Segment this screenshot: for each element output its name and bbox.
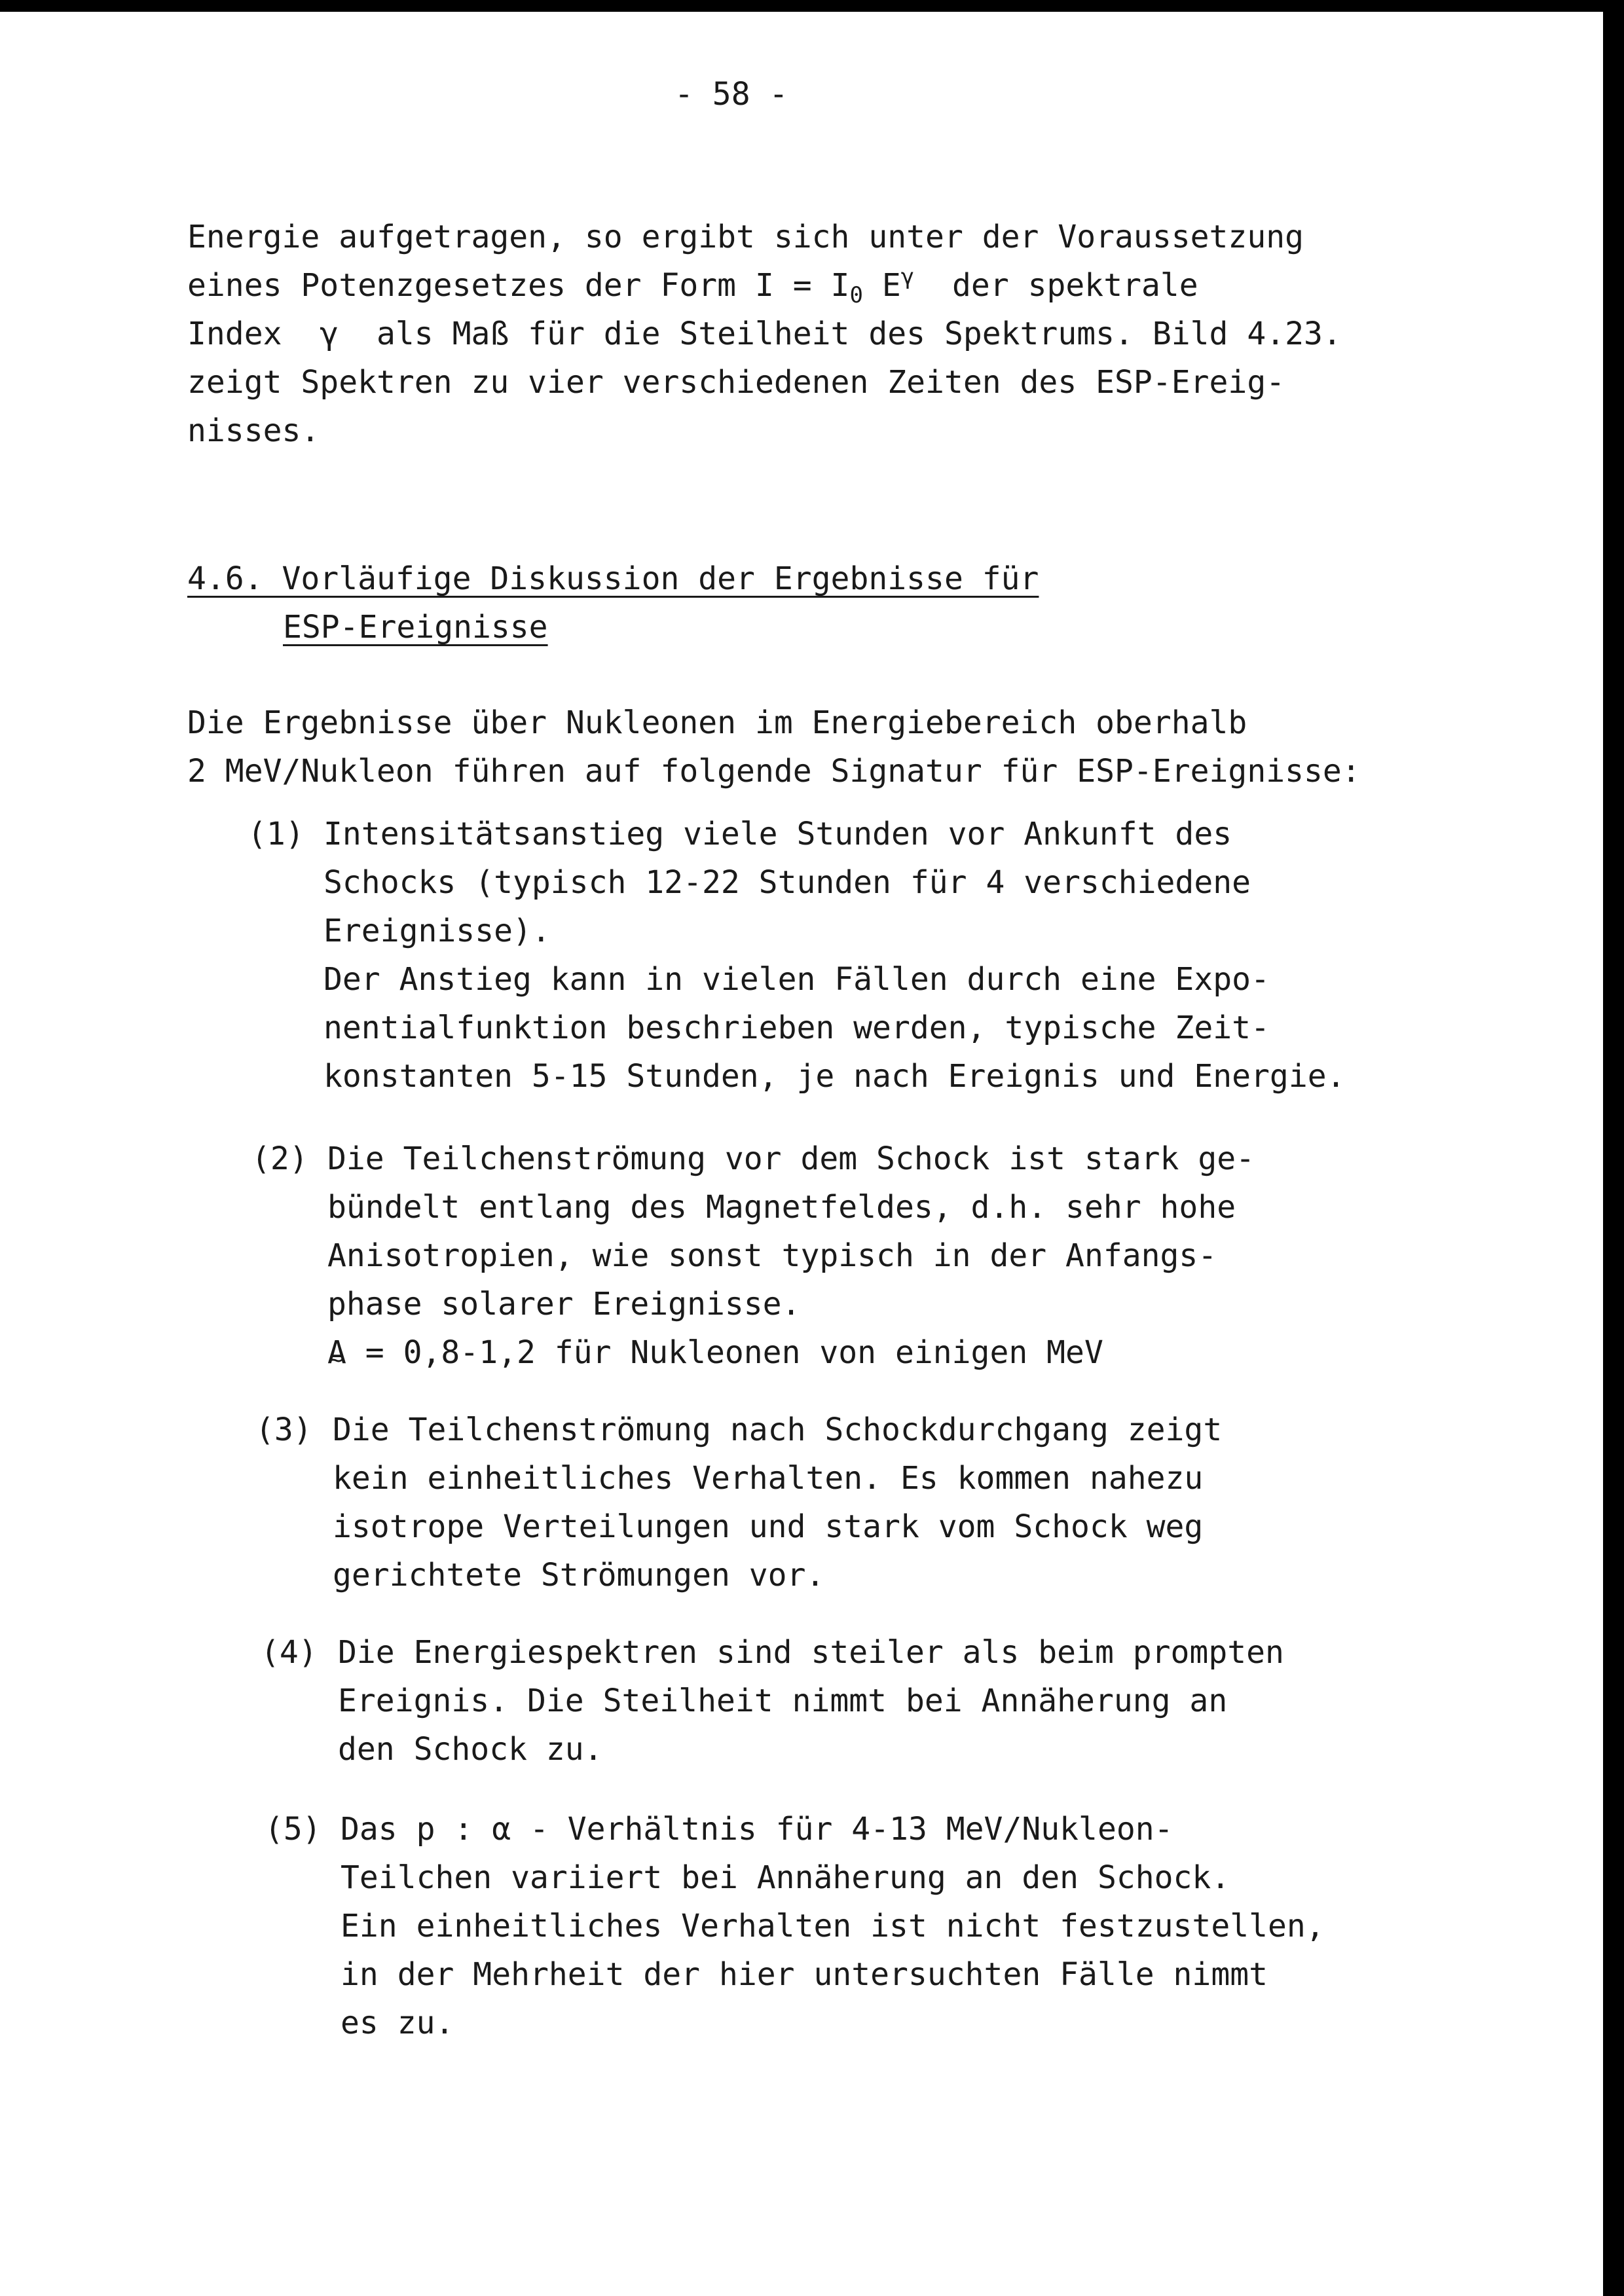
item-number-1: (1) [248, 816, 304, 852]
intro-line-2 [187, 262, 1198, 309]
intro-line-1: Energie aufgetragen, so ergibt sich unter der Voraussetzung [187, 219, 1304, 255]
lead-line-1: Die Ergebnisse über Nukleonen im Energiebereich oberhalb [187, 704, 1247, 741]
item-5-line-3: Ein einheitliches Verhalten ist nicht festzustellen, [341, 1908, 1325, 1944]
item-4-line-1: Die Energiespektren sind steiler als beim prompten [338, 1634, 1284, 1671]
item-number-5: (5) [265, 1811, 322, 1848]
item-1-line-3: Ereignisse). [323, 913, 551, 949]
item-3-line-4: gerichtete Strömungen vor. [333, 1557, 825, 1594]
item-1-line-1: Intensitätsanstieg viele Stunden vor Ankunft des [323, 816, 1232, 852]
item-5-line-5: es zu. [341, 2005, 454, 2041]
anisotropy-value: = 0,8-1,2 für Nukleonen von einigen MeV [346, 1334, 1103, 1371]
item-1-line-5: nentialfunktion beschrieben werden, typische Zeit- [323, 1010, 1270, 1046]
intro-line-2-energy: E [862, 267, 901, 304]
section-heading-line-2: ESP-Ereignisse [283, 609, 548, 646]
item-1-line-2: Schocks (typisch 12-22 Stunden für 4 verschiedene [323, 864, 1251, 901]
gamma-exponent: γ [900, 264, 915, 290]
item-2-line-4: phase solarer Ereignisse. [327, 1286, 801, 1322]
item-2-line-3: Anisotropien, wie sonst typisch in der Anfangs- [327, 1237, 1217, 1274]
item-number-3: (3) [255, 1412, 312, 1448]
item-number-2: (2) [251, 1140, 308, 1177]
item-3-line-1: Die Teilchenströmung nach Schockdurchgang zeigt [333, 1412, 1223, 1448]
item-4-line-3: den Schock zu. [338, 1731, 603, 1768]
section-heading-line-1: 4.6. Vorläufige Diskussion der Ergebnisse für [187, 560, 1039, 597]
item-3-line-2: kein einheitliches Verhalten. Es kommen nahezu [333, 1460, 1204, 1497]
item-5-line-4: in der Mehrheit der hier untersuchten Fälle nimmt [341, 1956, 1268, 1993]
item-2-line-2: bündelt entlang des Magnetfeldes, d.h. sehr hohe [327, 1189, 1236, 1226]
item-5-line-2: Teilchen variiert bei Annäherung an den Schock. [341, 1859, 1230, 1896]
item-2-line-1: Die Teilchenströmung vor dem Schock ist stark ge- [327, 1140, 1255, 1177]
page-number: - 58 - [674, 76, 788, 113]
document-page [0, 12, 1603, 2296]
item-number-4: (4) [261, 1634, 318, 1671]
anisotropy-formula [327, 1329, 1103, 1376]
intro-line-2-pre: eines Potenzgesetzes der Form I = I [187, 267, 850, 304]
lead-line-2: 2 MeV/Nukleon führen auf folgende Signatur für ESP-Ereignisse: [187, 753, 1361, 790]
intro-line-4: zeigt Spektren zu vier verschiedenen Zeiten des ESP-Ereig- [187, 364, 1285, 401]
intro-line-3: Index γ als Maß für die Steilheit des Spektrums. Bild 4.23. [187, 316, 1342, 352]
anisotropy-symbol: A ~ [327, 1329, 346, 1376]
item-3-line-3: isotrope Verteilungen und stark vom Schock weg [333, 1508, 1204, 1545]
intro-line-2-post: der spektrale [914, 267, 1198, 304]
item-1-line-6: konstanten 5-15 Stunden, je nach Ereignis und Energie. [323, 1058, 1346, 1095]
item-5-line-1: Das p : α - Verhältnis für 4-13 MeV/Nukleon- [341, 1811, 1173, 1848]
intensity-subscript: 0 [849, 282, 863, 308]
item-4-line-2: Ereignis. Die Steilheit nimmt bei Annäherung an [338, 1683, 1228, 1719]
item-1-line-4: Der Anstieg kann in vielen Fällen durch eine Expo- [323, 961, 1270, 998]
intro-line-5: nisses. [187, 412, 320, 449]
